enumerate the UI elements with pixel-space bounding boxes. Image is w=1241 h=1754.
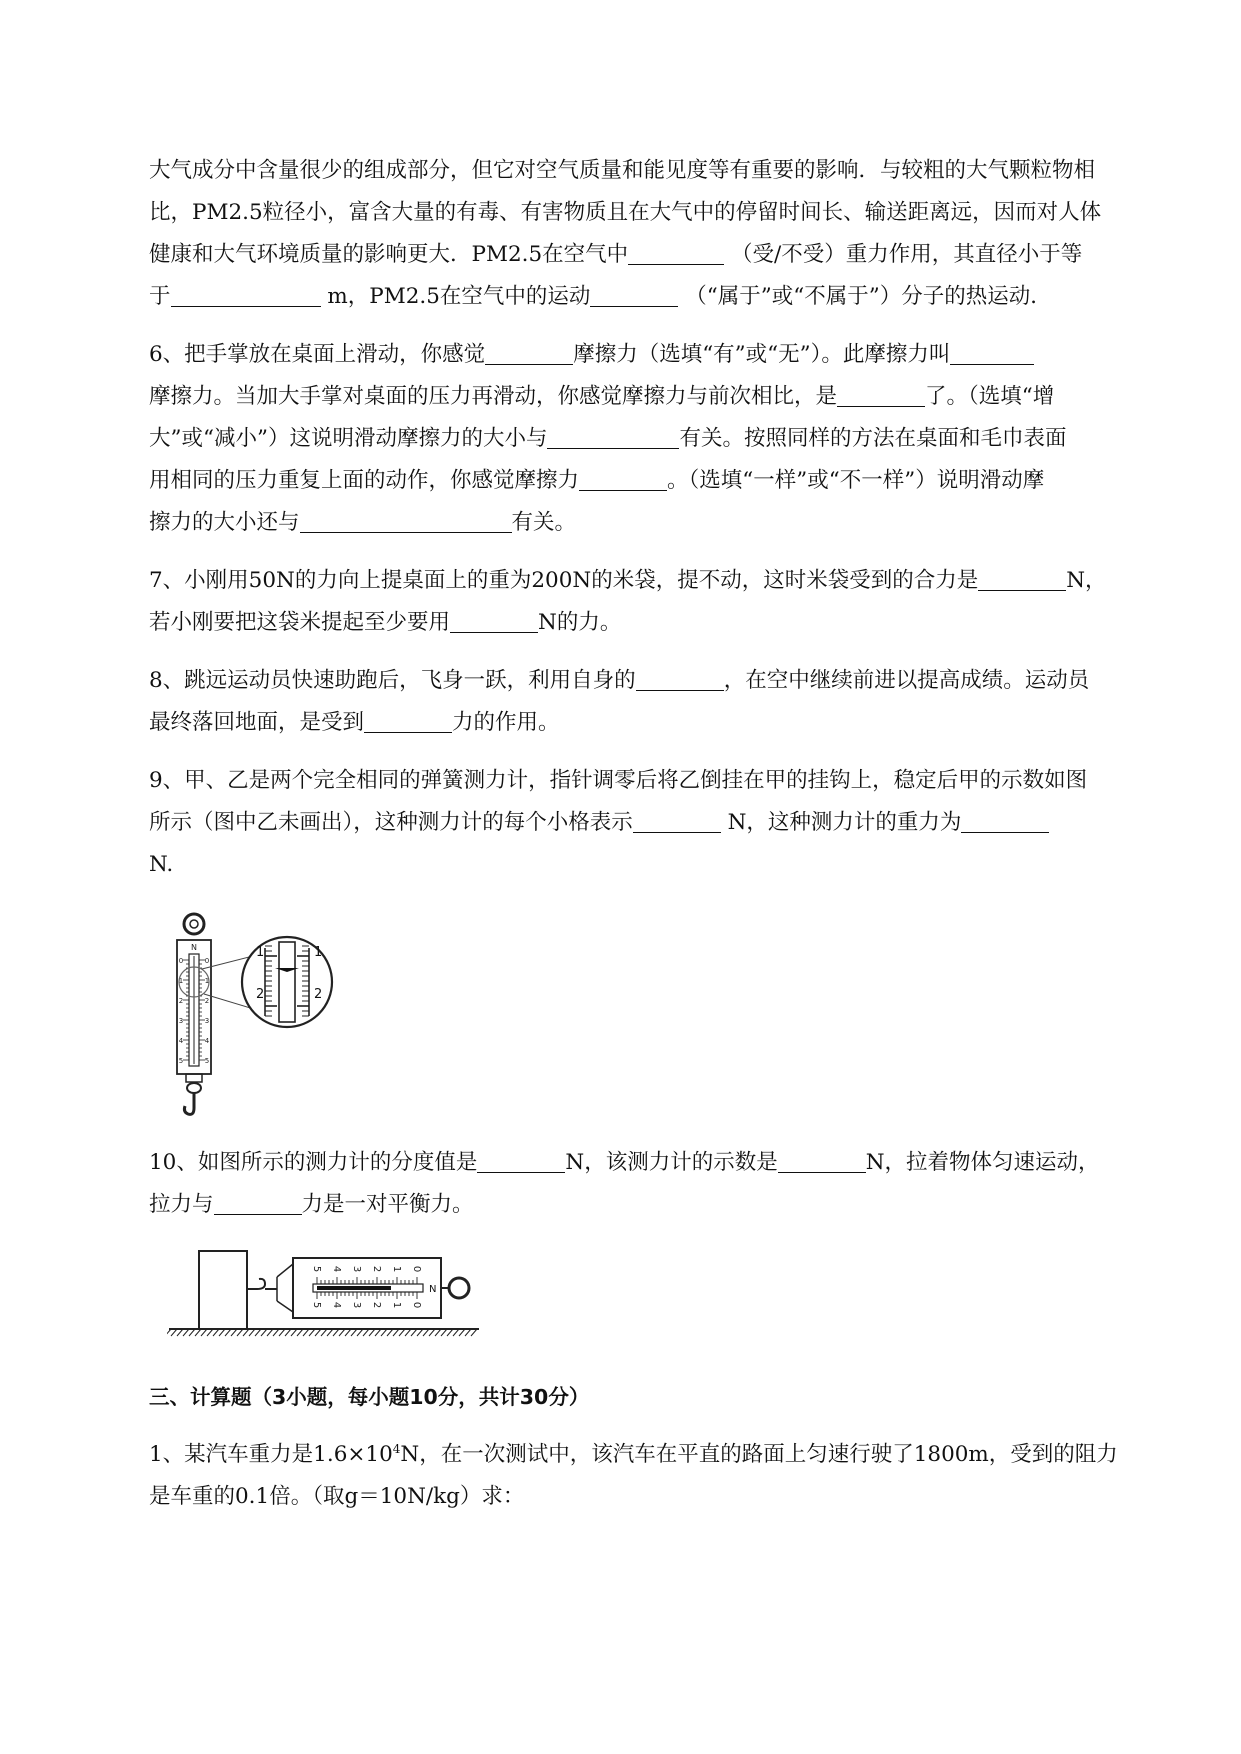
spring-scale-drawing bbox=[164, 912, 364, 1122]
scale-label: 4 bbox=[178, 1037, 184, 1045]
scale-label: 0 bbox=[411, 1301, 422, 1309]
hatch-line bbox=[243, 1329, 249, 1336]
answer-blank[interactable] bbox=[477, 1148, 565, 1173]
hatch-line bbox=[279, 1329, 285, 1336]
page-content bbox=[149, 150, 1147, 1518]
hatch-line bbox=[315, 1329, 321, 1336]
hatch-line bbox=[411, 1329, 417, 1336]
hatch-line bbox=[309, 1329, 315, 1336]
hatch-line bbox=[375, 1329, 381, 1336]
scale-label: 0 bbox=[178, 957, 184, 965]
answer-blank[interactable] bbox=[214, 1190, 302, 1215]
hatch-line bbox=[189, 1329, 195, 1336]
scale-unit: N bbox=[429, 1284, 437, 1295]
scale-label: 3 bbox=[351, 1265, 362, 1273]
question-8: 8、跳远运动员快速助跑后，飞身一跃，利用自身的 ，在空中继续前进以提高成绩。运动员 最终落回地面，是受到 力的作用。 bbox=[149, 668, 1090, 735]
hatch-line bbox=[363, 1329, 369, 1336]
hatch-line bbox=[471, 1329, 477, 1336]
scale-label: 5 bbox=[311, 1265, 322, 1273]
hatch-line bbox=[417, 1329, 423, 1336]
question-7: 7、小刚用50N的力向上提桌面上的重为200N的米袋，提不动，这时米袋受到的合力是 N， 若小刚要把这袋米提起至少要用 N的力。 bbox=[149, 568, 1107, 635]
scale-label: 1 bbox=[391, 1301, 402, 1309]
scale-label: 0 bbox=[411, 1265, 422, 1273]
hatch-line bbox=[333, 1329, 339, 1336]
hatch-line bbox=[381, 1329, 387, 1336]
answer-blank[interactable] bbox=[628, 240, 724, 265]
scale-label: 4 bbox=[331, 1301, 342, 1309]
answer-blank[interactable] bbox=[364, 708, 452, 733]
zoom-label: 2 bbox=[314, 987, 323, 1002]
hatch-line bbox=[357, 1329, 363, 1336]
scale-label: 4 bbox=[331, 1265, 342, 1273]
hatch-line bbox=[351, 1329, 357, 1336]
hatch-line bbox=[465, 1329, 471, 1336]
zoom-label: 2 bbox=[256, 987, 265, 1002]
hatch-line bbox=[387, 1329, 393, 1336]
section-3-title: 三、计算题（3小题，每小题10分，共计30分） bbox=[149, 1385, 590, 1409]
scale-label: 1 bbox=[391, 1265, 402, 1273]
hatch-line bbox=[255, 1329, 261, 1336]
question-10: 10、如图所示的测力计的分度值是 N，该测力计的示数是 N，拉着物体匀速运动， 拉力与 力是一对平衡力。 bbox=[149, 1150, 1100, 1217]
hatch-line bbox=[167, 1329, 171, 1336]
question-6: 6、把手掌放在桌面上滑动，你感觉 摩擦力（选填“有”或“无”）。此摩擦力叫 摩擦力。当加大手掌对桌面的压力再滑动，你感觉摩擦力与前次相比，是 了。（选填“增 大”或“减小”）这说明滑动摩擦力的大小与 有关。按照同样的方法在桌面和毛巾表面 用相同的压力重复上面的动作，你感觉摩擦力 。（选填“一样”或“不一样”）说明滑动摩 擦力的大小还与 有关。 bbox=[149, 342, 1067, 535]
scale-label: 0 bbox=[204, 957, 210, 965]
scale-label: 5 bbox=[311, 1301, 322, 1309]
answer-blank[interactable] bbox=[633, 808, 721, 833]
calc-question-1: 1、某汽车重力是$1.6\times 10^4N$，在一次测试中，该汽车在平直的路面上匀速行驶了1800m，受到的阻力 是车重的0.1倍。（取g＝10N/kg）求： bbox=[149, 1442, 1118, 1509]
hatch-line bbox=[459, 1329, 465, 1336]
hatch-line bbox=[183, 1329, 189, 1336]
hatch-line bbox=[231, 1329, 237, 1336]
scale-label: 1 bbox=[178, 977, 184, 985]
hatch-line bbox=[225, 1329, 231, 1336]
hatch-line bbox=[435, 1329, 441, 1336]
question-5-tail: 大气成分中含量很少的组成部分，但它对空气质量和能见度等有重要的影响．与较粗的大气颗粒物相 比，PM2.5粒径小，富含大量的有毒、有害物质且在大气中的停留时间长、输送距离远，因而对人体 健康和大气环境质量的影响更大．PM2.5在空气中 （受/不受）重力作用，其直径小于等 于 m，PM2.5在空气中的运动 （“属于”或“不属于”）分子的热运动． bbox=[149, 158, 1102, 309]
answer-blank[interactable] bbox=[950, 340, 1034, 365]
hatch-line bbox=[219, 1329, 225, 1336]
answer-blank[interactable] bbox=[978, 566, 1066, 591]
zoom-label: 1 bbox=[256, 945, 265, 960]
hatch-line bbox=[447, 1329, 453, 1336]
hatch-line bbox=[327, 1329, 333, 1336]
hatch-line bbox=[339, 1329, 345, 1336]
scale-label: 3 bbox=[351, 1301, 362, 1309]
hatch-line bbox=[345, 1329, 351, 1336]
scale-label: 4 bbox=[204, 1037, 210, 1045]
hatch-line bbox=[201, 1329, 207, 1336]
hatch-line bbox=[321, 1329, 327, 1336]
hatch-line bbox=[453, 1329, 459, 1336]
zoom-label: 1 bbox=[314, 945, 323, 960]
ground-hatching bbox=[167, 1329, 477, 1336]
hatch-line bbox=[195, 1329, 201, 1336]
answer-blank[interactable] bbox=[485, 340, 573, 365]
answer-blank[interactable] bbox=[961, 808, 1049, 833]
answer-blank[interactable] bbox=[590, 282, 678, 307]
scale-label: 2 bbox=[371, 1301, 382, 1309]
answer-blank[interactable] bbox=[778, 1148, 866, 1173]
answer-blank[interactable] bbox=[579, 466, 667, 491]
question-9: 9、甲、乙是两个完全相同的弹簧测力计，指针调零后将乙倒挂在甲的挂钩上，稳定后甲的示数如图 所示（图中乙未画出），这种测力计的每个小格表示 N，这种测力计的重力为 N. bbox=[149, 768, 1088, 877]
scale-label: 3 bbox=[204, 1017, 210, 1025]
scale-label: 5 bbox=[204, 1057, 210, 1065]
hatch-line bbox=[207, 1329, 213, 1336]
hatch-line bbox=[249, 1329, 255, 1336]
scale-label: 3 bbox=[178, 1017, 184, 1025]
hatch-line bbox=[369, 1329, 375, 1336]
hatch-line bbox=[441, 1329, 447, 1336]
hatch-line bbox=[405, 1329, 411, 1336]
answer-blank[interactable] bbox=[450, 608, 538, 633]
hatch-line bbox=[285, 1329, 291, 1336]
hatch-line bbox=[297, 1329, 303, 1336]
hatch-line bbox=[423, 1329, 429, 1336]
hatch-line bbox=[393, 1329, 399, 1336]
hatch-line bbox=[273, 1329, 279, 1336]
answer-blank[interactable] bbox=[171, 282, 321, 307]
horizontal-scale-figure bbox=[149, 1244, 1147, 1354]
scale-label: 5 bbox=[178, 1057, 184, 1065]
hatch-line bbox=[171, 1329, 177, 1336]
answer-blank[interactable] bbox=[636, 666, 724, 691]
hatch-line bbox=[303, 1329, 309, 1336]
answer-blank[interactable] bbox=[837, 382, 925, 407]
answer-blank[interactable] bbox=[300, 508, 512, 533]
hatch-line bbox=[267, 1329, 273, 1336]
scale-label: 2 bbox=[178, 997, 184, 1005]
hatch-line bbox=[291, 1329, 297, 1336]
hatch-line bbox=[237, 1329, 243, 1336]
hatch-line bbox=[429, 1329, 435, 1336]
horizontal-scale-drawing bbox=[167, 1244, 497, 1344]
scale-label: 2 bbox=[204, 997, 210, 1005]
scale-unit: N bbox=[191, 943, 197, 952]
answer-blank[interactable] bbox=[547, 424, 679, 449]
hatch-line bbox=[213, 1329, 219, 1336]
hatch-line bbox=[399, 1329, 405, 1336]
spring-scale-figure bbox=[149, 912, 1147, 1132]
scale-label: 1 bbox=[204, 977, 210, 985]
hatch-line bbox=[177, 1329, 183, 1336]
scale-label: 2 bbox=[371, 1265, 382, 1273]
hatch-line bbox=[261, 1329, 267, 1336]
